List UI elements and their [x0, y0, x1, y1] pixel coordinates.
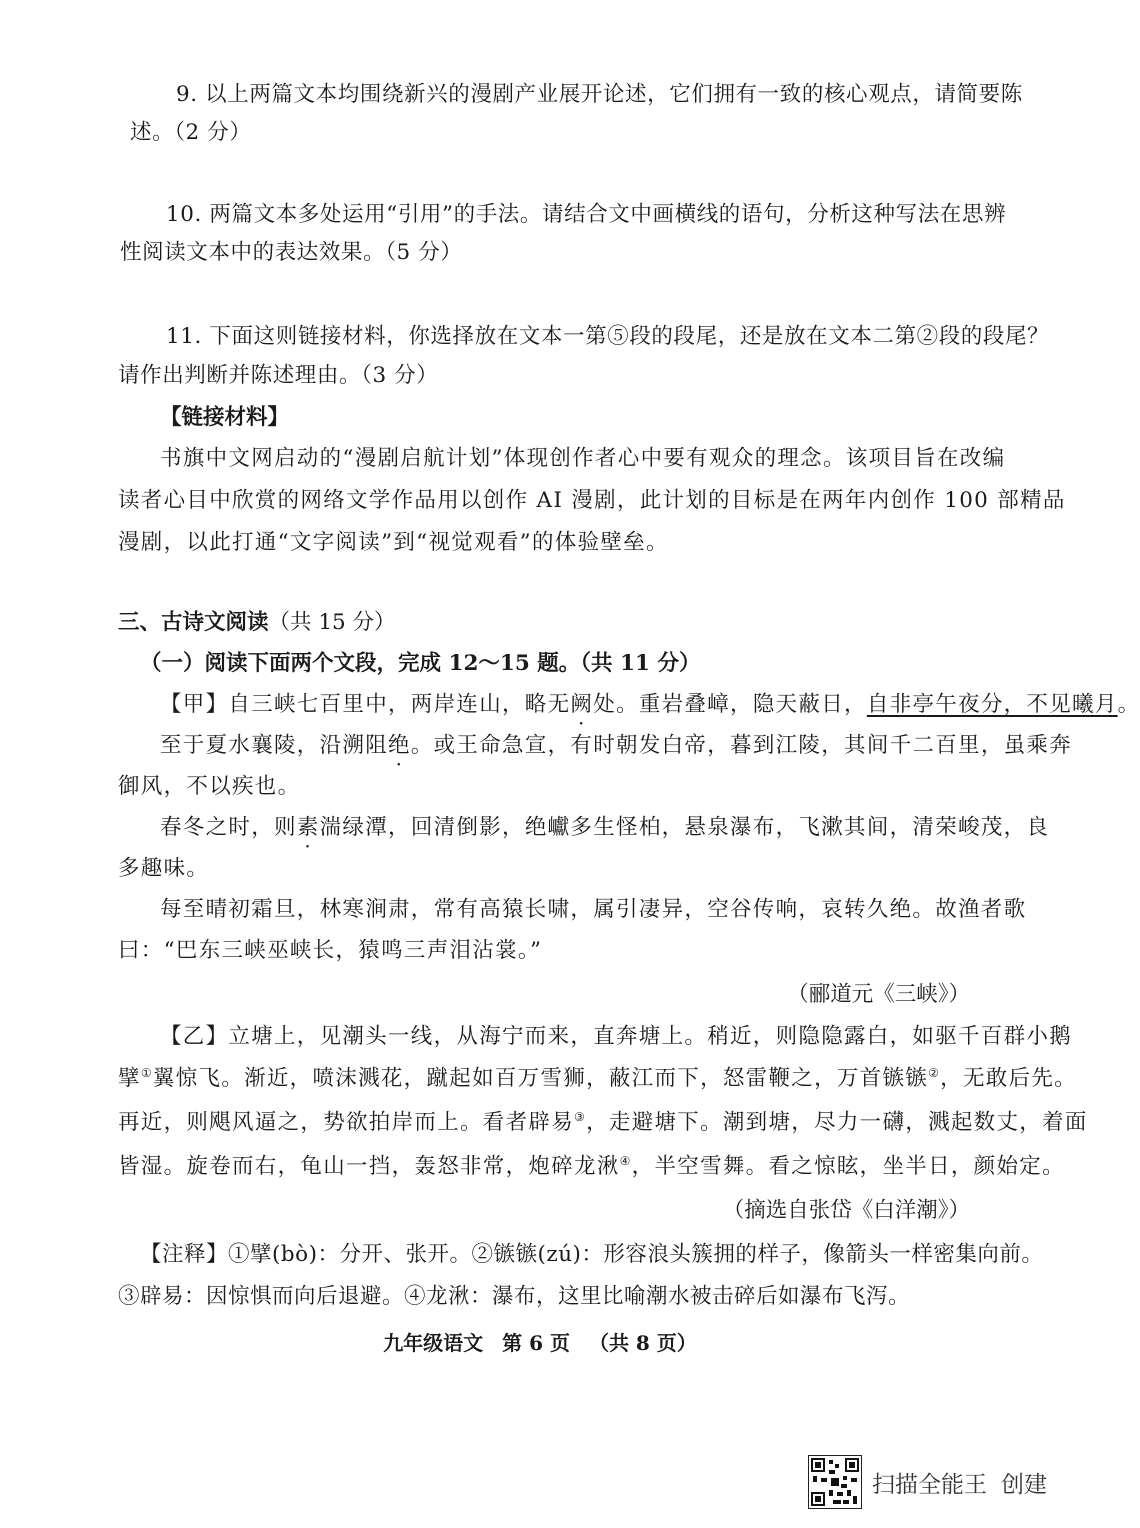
yi-line-2-c: ，无敢后先。: [940, 1066, 1077, 1091]
jia-source: （郦道元《三峡》）: [787, 982, 970, 1007]
qr-code-icon: [808, 1455, 862, 1509]
subsection-1-heading: （一）阅读下面两个文段，完成 12～15 题。（共 11 分）: [140, 651, 701, 676]
watermark-action: 创建: [1001, 1471, 1047, 1498]
jia-line-4-a: 春冬之时，则: [160, 815, 297, 840]
footer-page: 第 6 页: [502, 1331, 570, 1355]
yi-line-3-b: ，走避塘下。潮到塘，尽力一礴，溅起数丈，着面: [586, 1110, 1088, 1135]
note-ref-3: ③: [574, 1109, 587, 1124]
yi-line-3-a: 再近，则飓风逼之，势欲拍岸而上。看者辟易: [118, 1110, 575, 1135]
watermark-brand: 扫描全能王: [872, 1471, 987, 1498]
jia-line-2: [160, 731, 1072, 761]
jia-line-2-a: 至于夏水襄陵，沿溯阻: [160, 733, 389, 758]
jia-line-1-a: 【甲】自三峡七百里中，两岸连山，略无: [160, 692, 571, 717]
jia-line-5: 多趣味。: [118, 856, 210, 881]
yi-line-2-a: 擘: [118, 1066, 141, 1091]
footer-subject: 九年级语文: [383, 1331, 484, 1355]
yi-line-2-b: 翼惊飞。渐近，喷沫溅花，蹴起如百万雪狮，蔽江而下，怒雷鞭之，万首镞镞: [152, 1066, 929, 1091]
note-ref-4: ④: [619, 1153, 632, 1168]
yi-line-1: 【乙】立塘上，见潮头一线，从海宁而来，直奔塘上。稍近，则隐隐露白，如驱千百群小鹅: [160, 1024, 1073, 1049]
section-3-heading: [118, 608, 396, 638]
jia-line-1-end: 。: [1117, 692, 1140, 717]
link-material-line-3: 漫剧，以此打通“文字阅读”到“视觉观看”的体验壁垒。: [118, 530, 669, 555]
notes-line-1: 【注释】①擘(bò)：分开、张开。②镞镞(zú)：形容浪头簇拥的样子，像箭头一样密集向前。: [140, 1242, 1044, 1267]
watermark-text: [872, 1466, 1047, 1499]
jia-line-1: [160, 690, 1140, 720]
jia-dotted-char-1: 阙: [570, 692, 594, 717]
link-material-line-1: 书旗中文网启动的“漫剧启航计划”体现创作者心中要有观众的理念。该项目旨在改编: [160, 446, 1006, 471]
note-ref-1: ①: [140, 1065, 153, 1080]
question-11-line-2: 请作出判断并陈述理由。（3 分）: [118, 363, 439, 388]
jia-dotted-char-2: 绝: [388, 733, 411, 758]
jia-line-3: 御风，不以疾也。: [118, 774, 301, 799]
section-3-title: 三、古诗文阅读: [118, 610, 269, 635]
link-material-line-2: 读者心目中欣赏的网络文学作品用以创作 AI 漫剧，此计划的目标是在两年内创作 100 部精品: [118, 488, 1066, 513]
jia-line-4: [160, 813, 1049, 843]
jia-line-6: 每至晴初霜旦，林寒涧肃，常有高猿长啸，属引凄异，空谷传响，哀转久绝。故渔者歌: [160, 897, 1027, 922]
jia-line-2-b: 。或王命急宣，有时朝发白帝，暮到江陵，其间千二百里，虽乘奔: [410, 733, 1073, 758]
note-ref-2: ②: [928, 1065, 941, 1080]
yi-line-2: [118, 1064, 1077, 1094]
section-3-score: （共 15 分）: [268, 610, 396, 635]
yi-line-4-a: 皆湿。旋卷而右，龟山一挡，轰怒非常，炮碎龙湫: [118, 1154, 620, 1179]
question-10-line-2: 性阅读文本中的表达效果。（5 分）: [120, 240, 463, 265]
notes-line-2: ③辟易：因惊惧而向后退避。④龙湫：瀑布，这里比喻潮水被击碎后如瀑布飞泻。: [118, 1284, 911, 1309]
question-9-line-2: 述。（2 分）: [130, 120, 252, 145]
jia-dotted-char-3: 素: [296, 815, 320, 840]
jia-underlined-sentence: 自非亭午夜分，不见曦月: [866, 692, 1118, 717]
jia-line-7: 曰：“巴东三峡巫峡长，猿鸣三声泪沾裳。”: [118, 938, 543, 963]
page-footer: [0, 1328, 1080, 1358]
question-11-line-1: 11. 下面这则链接材料，你选择放在文本一第⑤段的段尾，还是放在文本二第②段的段尾？: [166, 324, 1050, 349]
footer-total: （共 8 页）: [588, 1331, 697, 1355]
yi-line-4-b: ，半空雪舞。看之惊眩，坐半日，颜始定。: [631, 1154, 1065, 1179]
yi-line-3: [118, 1108, 1088, 1138]
link-material-title: 【链接材料】: [160, 405, 290, 430]
jia-line-4-b: 湍绿潭，回清倒影，绝巘多生怪柏，悬泉瀑布，飞漱其间，清荣峻茂，良: [319, 815, 1050, 840]
yi-source: （摘选自张岱《白洋潮》）: [722, 1198, 970, 1223]
question-10-line-1: 10. 两篇文本多处运用“引用”的手法。请结合文中画横线的语句，分析这种写法在思辨: [166, 202, 1007, 227]
jia-line-1-b: 处。重岩叠嶂，隐天蔽日，: [593, 692, 867, 717]
yi-line-4: [118, 1152, 1065, 1182]
scanner-watermark: [808, 1455, 1047, 1509]
question-9-line-1: 9. 以上两篇文本均围绕新兴的漫剧产业展开论述，它们拥有一致的核心观点，请简要陈: [176, 82, 1023, 107]
